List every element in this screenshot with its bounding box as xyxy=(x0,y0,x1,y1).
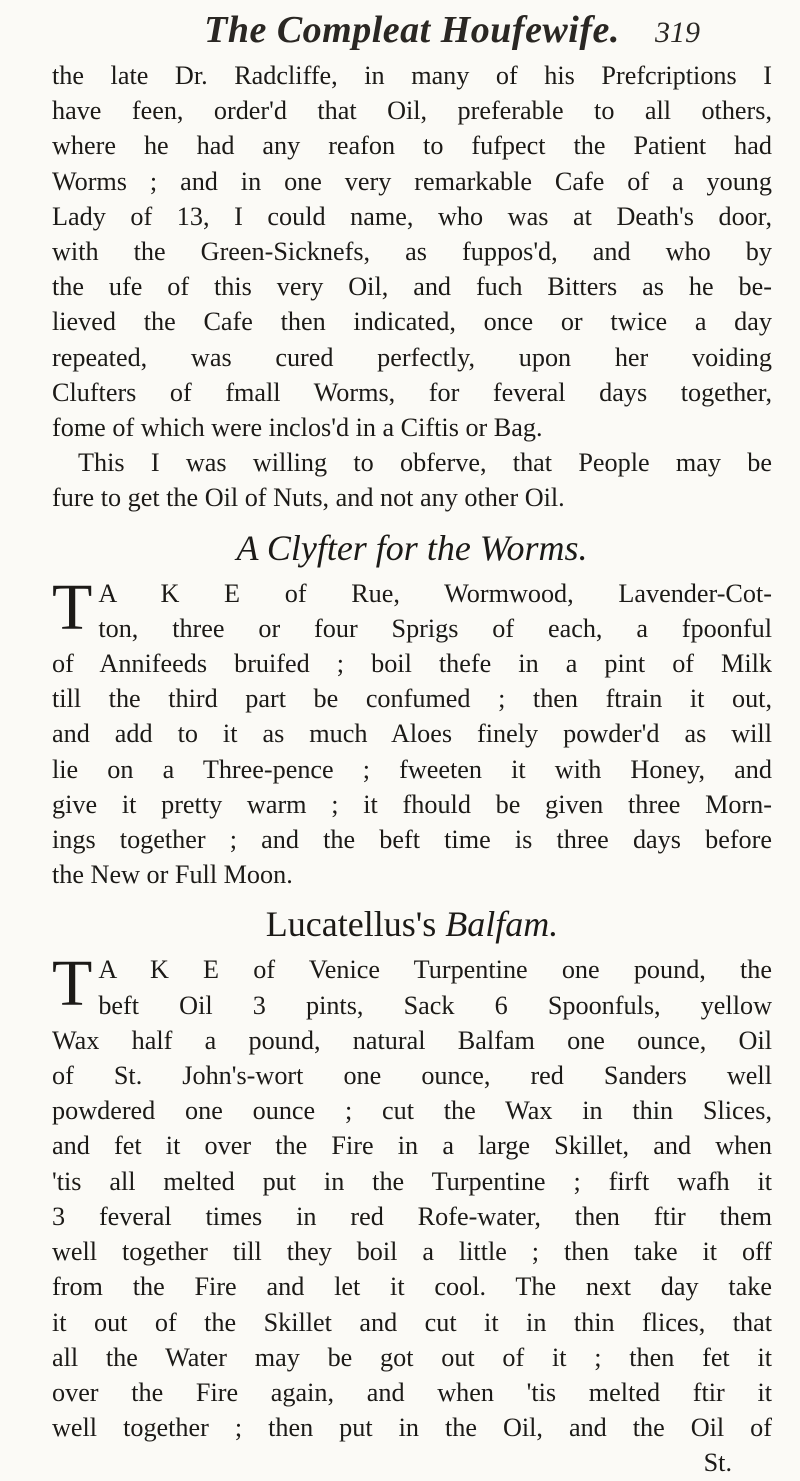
text-line: Clufters of fmall Worms, for feveral days together, xyxy=(52,377,772,407)
text-line: repeated, was cured perfectly, upon her voiding xyxy=(52,342,772,372)
text-line: where he had any reafon to fufpect the Patient had xyxy=(52,131,772,161)
text-line: 'tis all melted put in the Turpentine ; firft wafh it xyxy=(52,1166,772,1196)
heading-roman-part: Lucatellus's xyxy=(265,904,446,945)
text-line: powdered one ounce ; cut the Wax in thin Slices, xyxy=(52,1096,772,1126)
text-line: lieved the Cafe then indicated, once or twice a day xyxy=(52,307,772,337)
text-line: well together ; then put in the Oil, and the Oil of xyxy=(52,1413,772,1443)
text-line: of Annifeeds bruifed ; boil thefe in a pint of Milk xyxy=(52,649,772,679)
drop-cap: T xyxy=(52,570,93,644)
text-line: 3 feveral times in red Rofe-water, then ftir them xyxy=(52,1201,772,1231)
text-line: and add to it as much Aloes finely powder'd as will xyxy=(52,719,772,749)
text-line: over the Fire again, and when 'tis melted ftir it xyxy=(52,1377,772,1407)
intro-paragraph xyxy=(52,58,772,516)
recipe-balsam-text xyxy=(52,947,772,1480)
text-line: A K E of Rue, Wormwood, Lavender-Cot- xyxy=(98,578,772,608)
text-line: This I was willing to obferve, that People may be xyxy=(78,448,772,478)
text-line: ton, three or four Sprigs of each, a fpoonful xyxy=(98,613,772,643)
text-line: and fet it over the Fire in a large Skillet, and when xyxy=(52,1131,772,1161)
text-line: it out of the Skillet and cut it in thin flices, that xyxy=(52,1307,772,1337)
text-line: the ufe of this very Oil, and fuch Bitters as he be- xyxy=(52,272,772,302)
text-line: fure to get the Oil of Nuts, and not any other Oil. xyxy=(52,483,565,513)
text-line: beft Oil 3 pints, Sack 6 Spoonfuls, yellow xyxy=(98,990,772,1020)
page-number: 319 xyxy=(655,16,700,49)
recipe-clyster-text xyxy=(52,570,772,893)
recipe-heading-balsam xyxy=(52,900,772,948)
text-line: ings together ; and the beft time is three days before xyxy=(52,825,772,855)
text-line: Wax half a pound, natural Balfam one ounce, Oil xyxy=(52,1025,772,1055)
running-head xyxy=(52,8,772,58)
text-line: with the Green-Sicknefs, as fuppos'd, and who by xyxy=(52,237,772,267)
text-line: of St. John's-wort one ounce, red Sanders well xyxy=(52,1061,772,1091)
text-line: Worms ; and in one very remarkable Cafe of a young xyxy=(52,166,772,196)
text-line: the New or Full Moon. xyxy=(52,860,293,890)
drop-cap: T xyxy=(52,947,93,1021)
running-title: The Compleat Houfewife. xyxy=(204,9,620,51)
text-line: all the Water may be got out of it ; then fet it xyxy=(52,1342,772,1372)
text-line: lie on a Three-pence ; fweeten it with Honey, and xyxy=(52,754,772,784)
text-line: give it pretty warm ; it fhould be given three Morn- xyxy=(52,789,772,819)
text-line: the late Dr. Radcliffe, in many of his Prefcriptions I xyxy=(52,61,772,90)
heading-italic-part: Balfam. xyxy=(445,904,559,945)
text-line: well together till they boil a little ; then take it off xyxy=(52,1237,772,1267)
text-line: from the Fire and let it cool. The next day take xyxy=(52,1272,772,1302)
recipe-heading-clyster: A Clyfter for the Worms. xyxy=(236,527,588,568)
catchword: St. xyxy=(703,1448,732,1478)
text-line: Lady of 13, I could name, who was at Death's door, xyxy=(52,201,772,231)
text-line: fome of which were inclos'd in a Ciftis or Bag. xyxy=(52,413,543,443)
text-line: A K E of Venice Turpentine one pound, the xyxy=(98,955,772,985)
text-line: have feen, order'd that Oil, preferable to all others, xyxy=(52,96,772,126)
text-line: till the third part be confumed ; then ftrain it out, xyxy=(52,684,772,714)
